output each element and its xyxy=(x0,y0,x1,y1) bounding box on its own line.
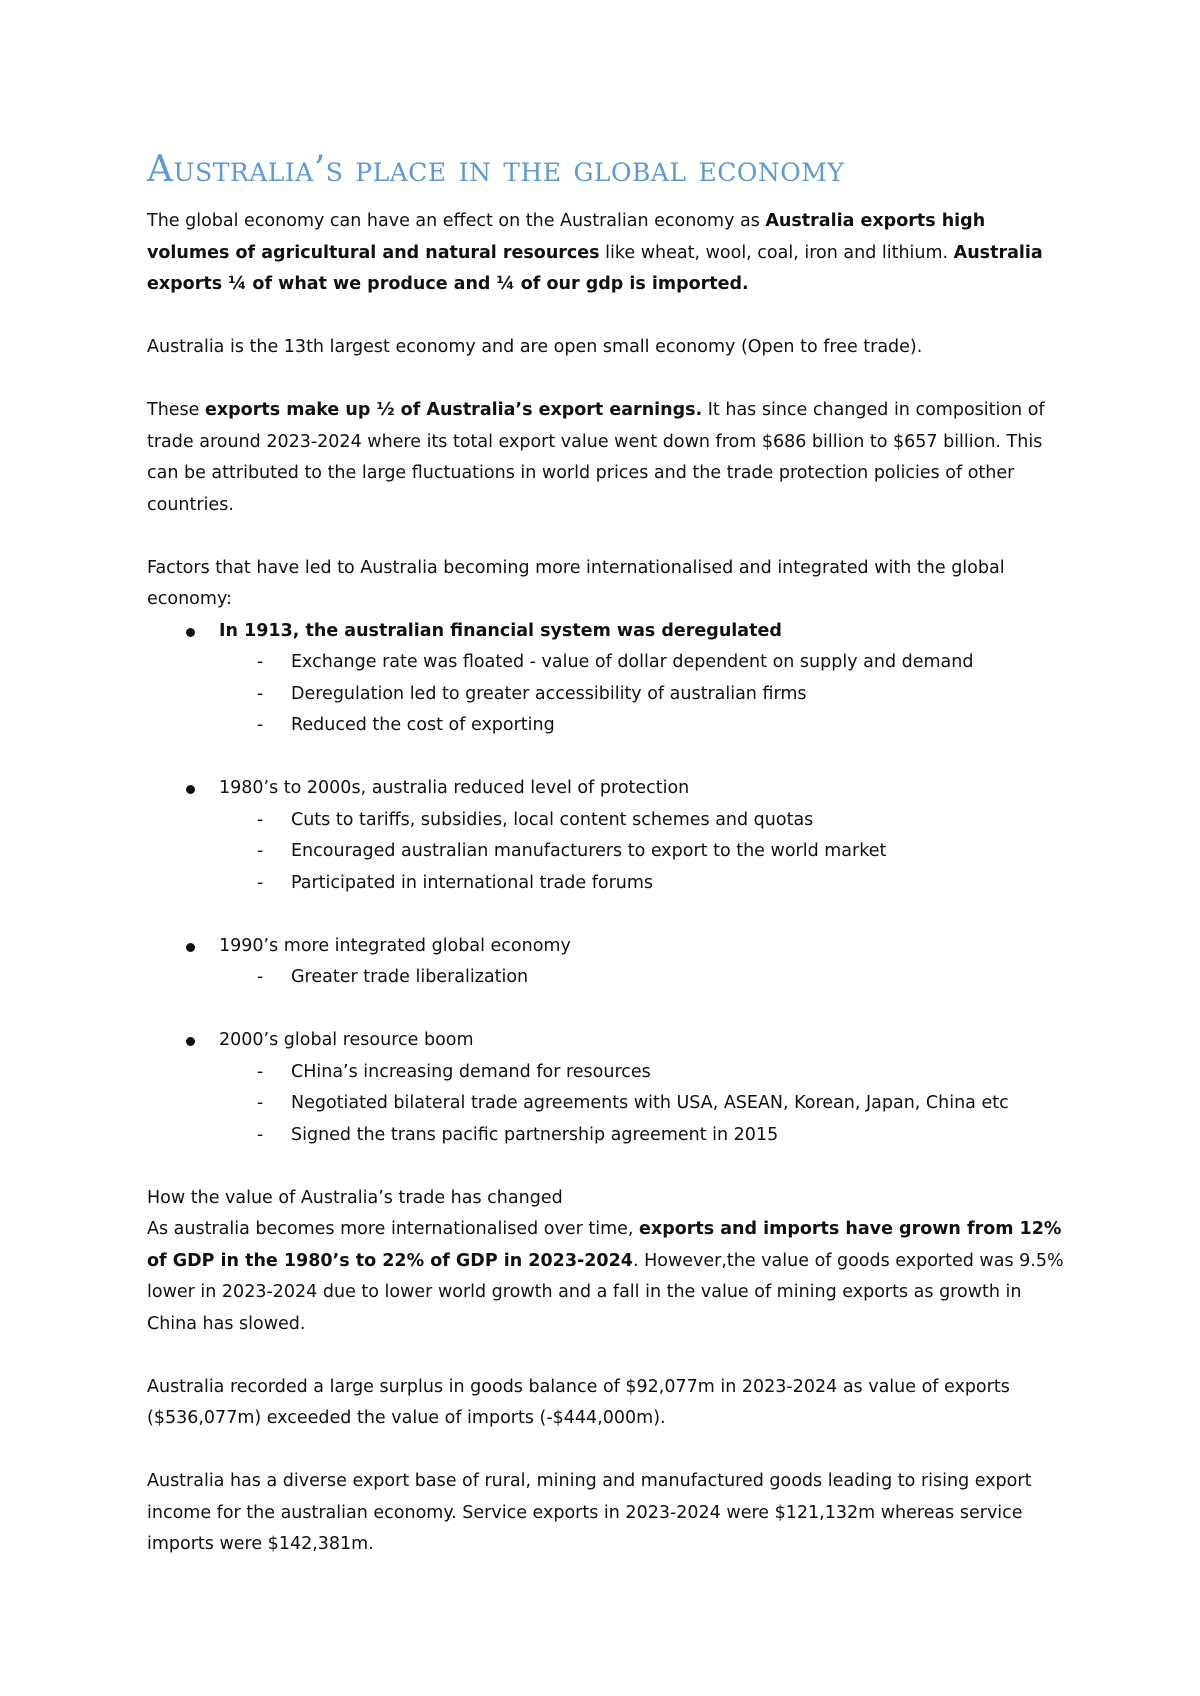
factor-label: 2000’s global resource boom xyxy=(219,1030,474,1050)
bullet-icon xyxy=(186,1037,195,1046)
factor-label: 1990’s more integrated global economy xyxy=(219,935,571,956)
factor-item xyxy=(147,773,1067,899)
intro-text-1: The global economy can have an effect on the Australian economy as xyxy=(147,211,766,231)
subitem-text: Deregulation led to greater accessibility of australian firms xyxy=(291,683,807,704)
subitem-text: Encouraged australian manufacturers to export to the world market xyxy=(291,841,887,861)
subitem-text: Greater trade liberalization xyxy=(291,967,529,987)
subitem-text: Exchange rate was floated - value of dollar dependent on supply and demand xyxy=(291,652,974,672)
subitem-text: Reduced the cost of exporting xyxy=(291,715,555,735)
factor-subitem xyxy=(219,1120,1067,1152)
factor-label: In 1913, the australian financial system was deregulated xyxy=(219,620,782,641)
dash-icon: - xyxy=(257,1093,264,1113)
bullet-icon xyxy=(186,785,195,794)
trade-text-1: As australia becomes more internationalised over time, xyxy=(147,1219,640,1239)
factor-sublist xyxy=(219,1057,1067,1152)
trade-heading: How the value of Australia’s trade has changed xyxy=(147,1187,563,1208)
document-title: Australia’s place in the global economy xyxy=(147,149,845,190)
factor-subitem xyxy=(219,1057,1067,1089)
dash-icon: - xyxy=(257,1061,264,1082)
factors-list xyxy=(147,773,1067,899)
intro-bold-2: Australia exports ¼ of what we produce and ¼ of our gdp is imported. xyxy=(147,242,1043,294)
dash-icon: - xyxy=(257,715,264,735)
exports-text-2: It has since changed in composition of trade around 2023-2024 where its total export value went down from $686 billion to $657 billion. This can be attributed to the large fluctuations in world prices and the trade protection policies of other countries. xyxy=(147,400,1045,515)
subitem-text: Participated in international trade forums xyxy=(291,872,654,893)
exports-text-1: These xyxy=(147,400,205,420)
economy-size-paragraph: Australia is the 13th largest economy and are open small economy (Open to free trade). xyxy=(147,337,923,357)
dash-icon: - xyxy=(257,652,264,672)
dash-icon: - xyxy=(257,967,264,987)
subitem-text: Negotiated bilateral trade agreements with USA, ASEAN, Korean, Japan, China etc xyxy=(291,1093,1009,1113)
dash-icon: - xyxy=(257,683,264,704)
factors-list xyxy=(147,931,1067,994)
intro-text-2: like wheat, wool, coal, iron and lithium. xyxy=(599,242,954,263)
intro-bold-1: Australia exports high volumes of agricultural and natural resources xyxy=(147,211,986,263)
dash-icon: - xyxy=(257,1124,264,1145)
factor-subitem xyxy=(219,1088,1067,1120)
document-page xyxy=(147,148,1067,1561)
trade-bold-1: exports and imports have grown from 12% of GDP in the 1980’s to 22% of GDP in 2023-2024 xyxy=(147,1219,1062,1271)
factor-subitem xyxy=(219,962,1067,994)
dash-icon: - xyxy=(257,872,264,893)
factor-item xyxy=(147,1025,1067,1151)
factor-subitem xyxy=(219,836,1067,868)
factor-subitem xyxy=(219,805,1067,837)
factor-sublist xyxy=(219,962,1067,994)
bullet-icon xyxy=(186,628,195,637)
factor-item xyxy=(147,931,1067,994)
intro-paragraph xyxy=(147,206,1067,301)
dash-icon: - xyxy=(257,809,264,830)
factors-intro: Factors that have led to Australia becoming more internationalised and integrated with the global economy: xyxy=(147,557,1005,609)
subitem-text: Cuts to tariffs, subsidies, local content schemes and quotas xyxy=(291,809,814,830)
factor-subitem xyxy=(219,710,1067,742)
trade-text-2: . However,the value of goods exported was 9.5% lower in 2023-2024 due to lower world growth and a fall in the value of mining exports as growth in China has slowed. xyxy=(147,1250,1064,1334)
export-base-paragraph: Australia has a diverse export base of rural, mining and manufactured goods leading to rising export income for the australian economy. Service exports in 2023-2024 were $121,132m whereas service imports were $142,381m. xyxy=(147,1471,1032,1554)
factor-item xyxy=(147,616,1067,742)
dash-icon: - xyxy=(257,841,264,861)
factor-sublist xyxy=(219,805,1067,900)
factors-list xyxy=(147,616,1067,742)
factor-subitem xyxy=(219,647,1067,679)
exports-bold-1: exports make up ½ of Australia’s export earnings. xyxy=(205,400,703,420)
bullet-icon xyxy=(186,943,195,952)
factors-list xyxy=(147,1025,1067,1151)
trade-paragraph xyxy=(147,1214,1067,1340)
subitem-text: Signed the trans pacific partnership agreement in 2015 xyxy=(291,1124,779,1145)
factor-subitem xyxy=(219,868,1067,900)
factor-subitem xyxy=(219,679,1067,711)
factor-sublist xyxy=(219,647,1067,742)
subitem-text: CHina’s increasing demand for resources xyxy=(291,1061,651,1082)
exports-paragraph xyxy=(147,395,1067,521)
surplus-paragraph: Australia recorded a large surplus in goods balance of $92,077m in 2023-2024 as value of exports ($536,077m) exceeded the value of imports (-$444,000m). xyxy=(147,1376,1010,1428)
factor-label: 1980’s to 2000s, australia reduced level of protection xyxy=(219,778,690,798)
